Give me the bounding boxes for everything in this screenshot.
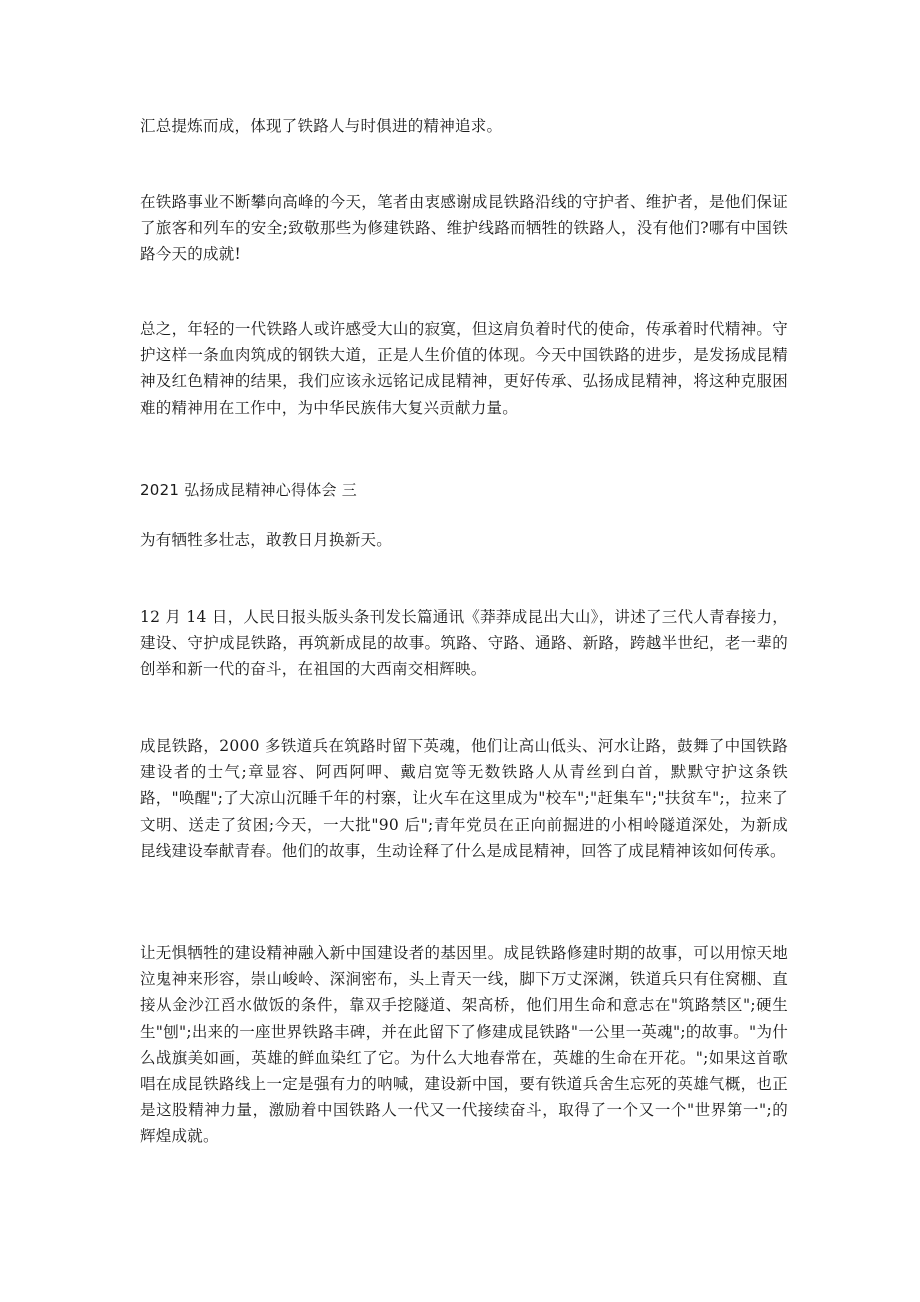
paragraph-3: 总之，年轻的一代铁路人或许感受大山的寂寞，但这肩负着时代的使命，传承着时代精神。守护这样一条血肉筑成的钢铁大道，正是人生价值的体现。今天中国铁路的进步，是发扬成昆精神及红色精神的结果，我们应该永远铭记成昆精神，更好传承、弘扬成昆精神，将这种克服困难的精神用在工作中，为中华民族伟大复兴贡献力量。 <box>140 320 788 417</box>
paragraph-4: 为有牺牲多壮志，敢教日月换新天。 <box>140 531 393 549</box>
paragraph-7: 让无惧牺牲的建设精神融入新中国建设者的基因里。成昆铁路修建时期的故事，可以用惊天地泣鬼神来形容，崇山峻岭、深涧密布，头上青天一线，脚下万丈深渊，铁道兵只有住窝棚、直接从金沙江舀水做饭的条件，靠双手挖隧道、架高桥，他们用生命和意志在"筑路禁区";硬生生"刨";出来的一座世界铁路丰碑，并在此留下了修建成昆铁路"一公里一英魂";的故事。"为什么战旗美如画，英雄的鲜血染红了它。为什么大地春常在，英雄的生命在开花。";如果这首歌唱在成昆铁路线上一定是强有力的呐喊，建设新中国，要有铁道兵舍生忘死的英雄气概，也正是这股精神力量，激励着中国铁路人一代又一代接续奋斗，取得了一个又一个"世界第一";的辉煌成就。 <box>140 944 788 1146</box>
paragraph-5: 12 月 14 日，人民日报头版头条刊发长篇通讯《莽莽成昆出大山》，讲述了三代人青春接力，建设、守护成昆铁路，再筑新成昆的故事。筑路、守路、通路、新路，跨越半世纪，老一辈的创举和新一代的奋斗，在祖国的大西南交相辉映。 <box>140 608 788 679</box>
paragraph-6: 成昆铁路，2000 多铁道兵在筑路时留下英魂，他们让高山低头、河水让路，鼓舞了中国铁路建设者的士气;章显容、阿西阿呷、戴启宽等无数铁路人从青丝到白首，默默守护这条铁路，"唤醒";了大凉山沉睡千年的村寨，让火车在这里成为"校车";"赶集车";"扶贫车";，拉来了文明、送走了贫困;今天，一大批"90 后";青年党员在正向前掘进的小相岭隧道深处，为新成昆线建设奉献青春。他们的故事，生动诠释了什么是成昆精神，回答了成昆精神该如何传承。 <box>140 737 788 860</box>
paragraph-1: 汇总提炼而成，体现了铁路人与时俱进的精神追求。 <box>140 117 503 135</box>
section-heading: 2021 弘扬成昆精神心得体会 三 <box>140 481 357 499</box>
paragraph-2: 在铁路事业不断攀向高峰的今天，笔者由衷感谢成昆铁路沿线的守护者、维护者，是他们保证了旅客和列车的安全;致敬那些为修建铁路、维护线路而牺牲的铁路人，没有他们?哪有中国铁路今天的成就! <box>140 193 788 264</box>
